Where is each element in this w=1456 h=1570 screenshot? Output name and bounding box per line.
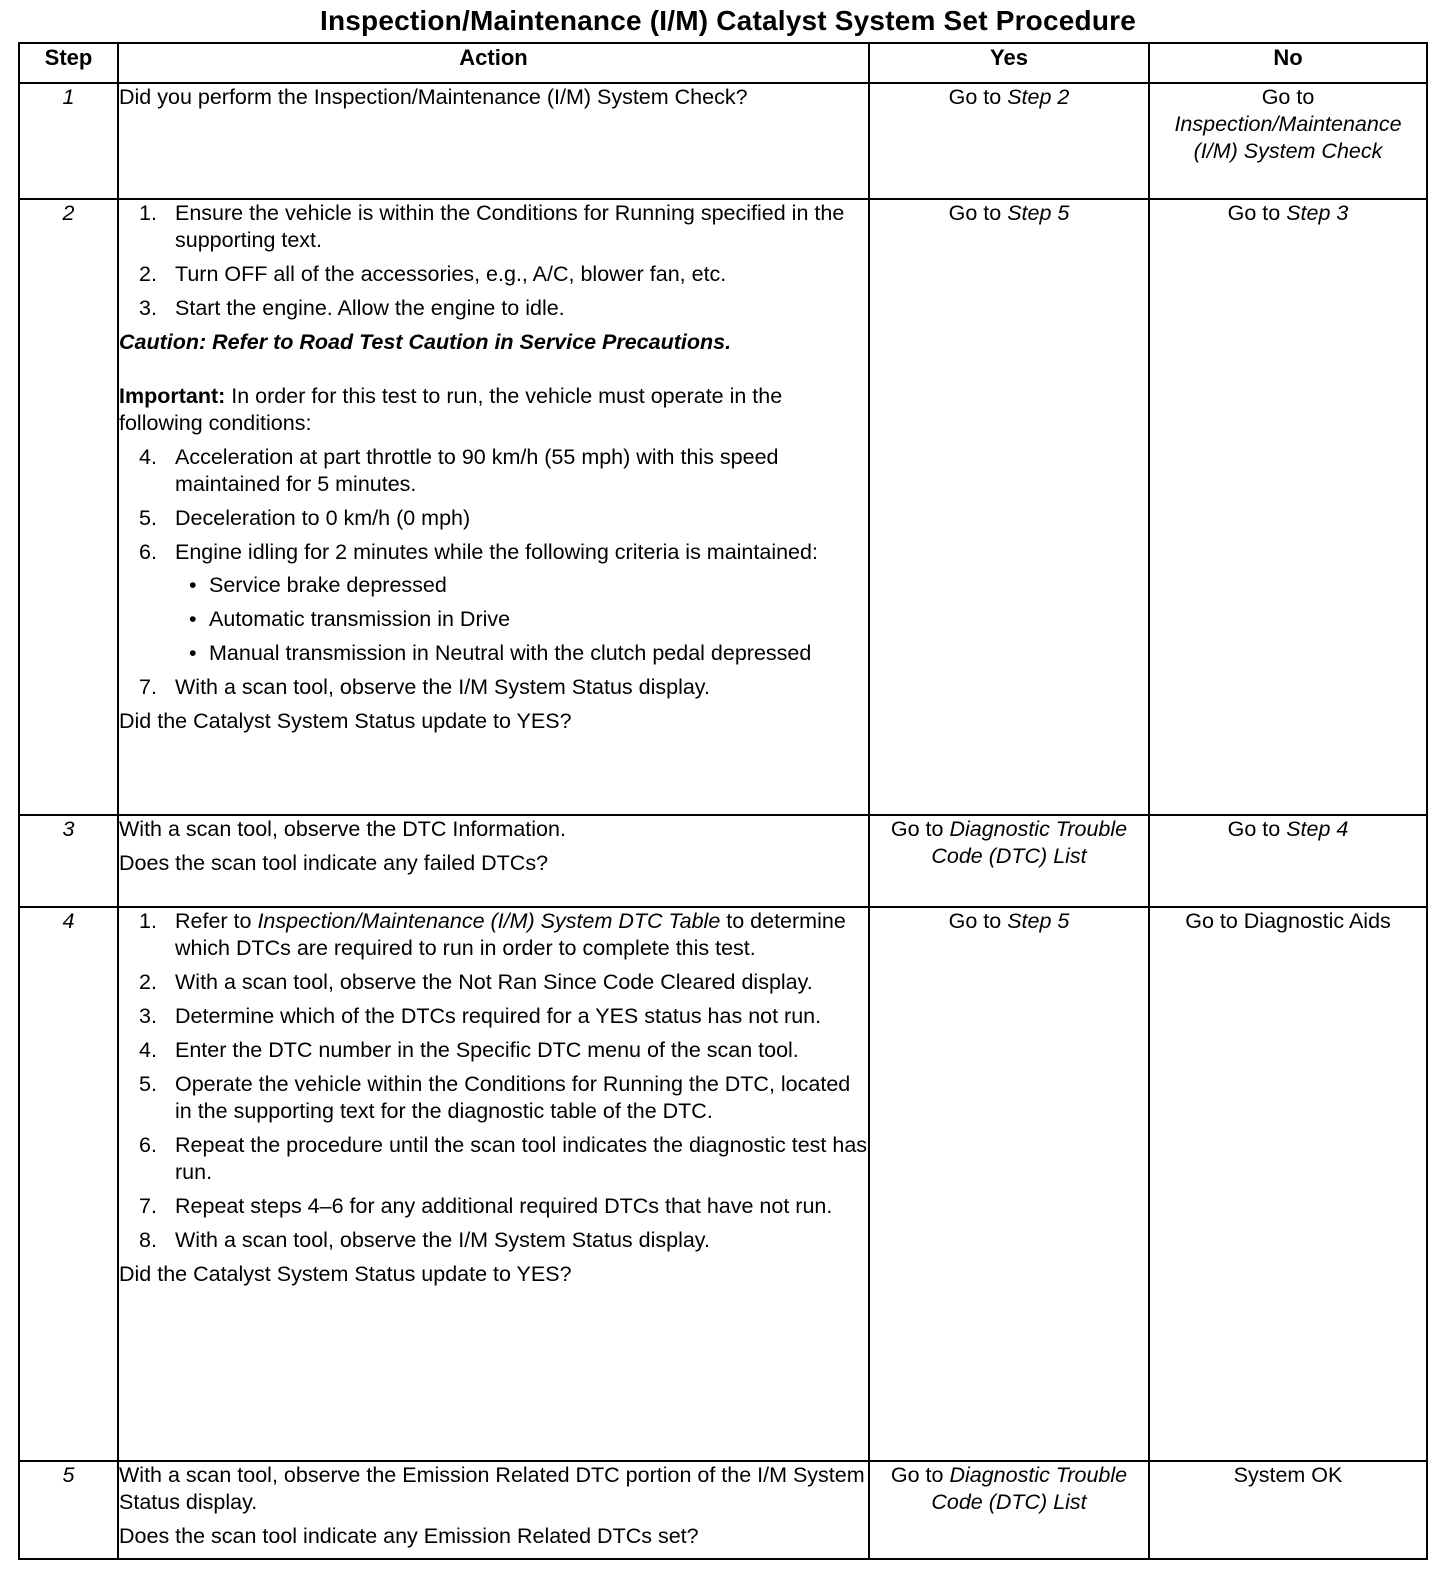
header-no: No	[1149, 43, 1427, 83]
header-step: Step	[19, 43, 118, 83]
table-row-step-1	[19, 83, 1427, 199]
dtc-table-link[interactable]: Inspection/Maintenance (I/M) System DTC Table	[257, 909, 721, 933]
action-question: Did you perform the Inspection/Maintenance (I/M) System Check?	[119, 85, 748, 109]
yes-cell[interactable]	[869, 199, 1149, 815]
action-cell	[118, 199, 869, 815]
action-question: Does the scan tool indicate any failed DTCs?	[119, 851, 549, 875]
yes-link[interactable]: Diagnostic Trouble Code (DTC) List	[931, 1463, 1128, 1514]
action-text: With a scan tool, observe the Emission Related DTC portion of the I/M System Status display.	[119, 1463, 865, 1514]
list-item: 1. Refer to Inspection/Maintenance (I/M) System DTC Table to determine which DTCs are required to run in order to complete this test.	[139, 909, 846, 960]
no-prefix: Go to	[1227, 201, 1287, 225]
action-question: Does the scan tool indicate any Emission Related DTCs set?	[119, 1524, 699, 1548]
no-link[interactable]: Go to Diagnostic Aids	[1185, 909, 1391, 933]
yes-prefix: Go to	[948, 201, 1008, 225]
no-link[interactable]: Step 3	[1286, 201, 1349, 225]
action-cell	[118, 815, 869, 907]
header-row	[19, 43, 1427, 83]
list-item: 7. With a scan tool, observe the I/M System Status display.	[139, 675, 710, 699]
action-cell	[118, 1461, 869, 1559]
step-number: 3	[19, 815, 118, 907]
criteria-list	[175, 572, 868, 667]
action-question: Did the Catalyst System Status update to YES?	[119, 709, 572, 733]
bullet-item: • Manual transmission in Neutral with the clutch pedal depressed	[189, 641, 812, 665]
procedure-table	[18, 42, 1428, 1560]
list-item: 5. Operate the vehicle within the Conditions for Running the DTC, located in the supporting text for the diagnostic table of the DTC.	[139, 1072, 851, 1123]
yes-cell[interactable]	[869, 83, 1149, 199]
step-number: 4	[19, 907, 118, 1461]
action-cell	[118, 83, 869, 199]
no-cell[interactable]	[1149, 199, 1427, 815]
list-item: 3. Determine which of the DTCs required for a YES status has not run.	[139, 1004, 822, 1028]
table-row-step-3	[19, 815, 1427, 907]
yes-link[interactable]: Step 5	[1007, 909, 1070, 933]
table-row-step-5	[19, 1461, 1427, 1559]
page-title: Inspection/Maintenance (I/M) Catalyst System Set Procedure	[319, 5, 1137, 36]
yes-cell[interactable]	[869, 907, 1149, 1461]
list-item: 7. Repeat steps 4–6 for any additional required DTCs that have not run.	[139, 1194, 833, 1218]
step-number: 1	[19, 83, 118, 199]
step-number: 5	[19, 1461, 118, 1559]
action-list	[119, 200, 868, 322]
no-link[interactable]: Inspection/Maintenance (I/M) System Check	[1174, 112, 1402, 163]
yes-prefix: Go to	[890, 817, 950, 841]
list-item: 3. Start the engine. Allow the engine to idle.	[139, 296, 565, 320]
list-item: 6. Engine idling for 2 minutes while the following criteria is maintained: • Service brake depressed • Automatic transmission in Drive • Manual transmission in Neutral with the clutch pedal depressed	[119, 539, 868, 667]
list-item: 2. Turn OFF all of the accessories, e.g., A/C, blower fan, etc.	[139, 262, 727, 286]
yes-link[interactable]: Step 5	[1007, 201, 1070, 225]
header-yes: Yes	[869, 43, 1149, 83]
yes-prefix: Go to	[948, 909, 1008, 933]
action-text: With a scan tool, observe the DTC Information.	[119, 817, 566, 841]
action-cell	[118, 907, 869, 1461]
header-action: Action	[118, 43, 869, 83]
list-item: 4. Acceleration at part throttle to 90 km/h (55 mph) with this speed maintained for 5 minutes.	[139, 445, 779, 496]
list-item: 1. Ensure the vehicle is within the Conditions for Running specified in the supporting text.	[139, 201, 845, 252]
action-question: Did the Catalyst System Status update to YES?	[119, 1262, 572, 1286]
yes-cell[interactable]	[869, 1461, 1149, 1559]
no-cell[interactable]	[1149, 907, 1427, 1461]
result-text: System OK	[1233, 1463, 1343, 1487]
no-cell[interactable]	[1149, 83, 1427, 199]
list-item: 5. Deceleration to 0 km/h (0 mph)	[139, 506, 471, 530]
bullet-item: • Service brake depressed	[189, 573, 447, 597]
yes-prefix: Go to	[948, 85, 1008, 109]
no-cell[interactable]	[1149, 815, 1427, 907]
yes-prefix: Go to	[890, 1463, 950, 1487]
important-note: Important: In order for this test to run, the vehicle must operate in the following conditions:	[119, 384, 783, 435]
no-prefix: Go to	[1261, 85, 1315, 109]
list-item: 2. With a scan tool, observe the Not Ran Since Code Cleared display.	[139, 970, 813, 994]
action-list	[119, 444, 868, 701]
yes-link[interactable]: Step 2	[1007, 85, 1070, 109]
no-link[interactable]: Step 4	[1286, 817, 1349, 841]
yes-cell[interactable]	[869, 815, 1149, 907]
yes-link[interactable]: Diagnostic Trouble Code (DTC) List	[931, 817, 1128, 868]
table-row-step-2	[19, 199, 1427, 815]
no-prefix: Go to	[1227, 817, 1287, 841]
action-list	[119, 908, 868, 1254]
bullet-item: • Automatic transmission in Drive	[189, 607, 511, 631]
step-number: 2	[19, 199, 118, 815]
no-cell	[1149, 1461, 1427, 1559]
list-item: 6. Repeat the procedure until the scan tool indicates the diagnostic test has run.	[139, 1133, 868, 1184]
list-item: 4. Enter the DTC number in the Specific DTC menu of the scan tool.	[139, 1038, 799, 1062]
caution-note: Caution: Refer to Road Test Caution in Service Precautions.	[119, 330, 732, 354]
list-item: 8. With a scan tool, observe the I/M System Status display.	[139, 1228, 710, 1252]
table-row-step-4	[19, 907, 1427, 1461]
